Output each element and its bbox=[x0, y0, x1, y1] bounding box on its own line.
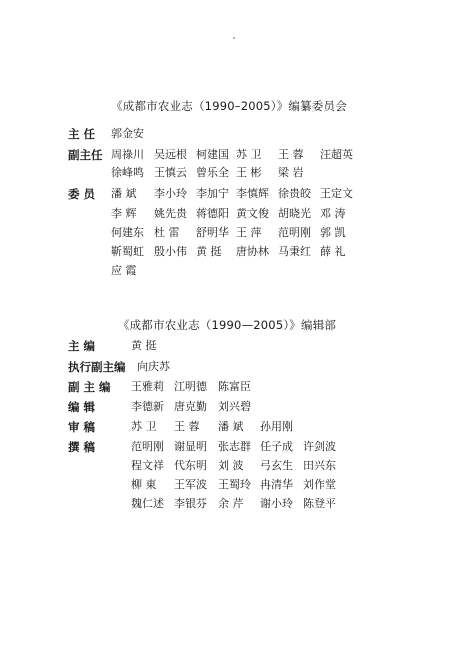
editorial-chief-name: 黄 挺 bbox=[131, 339, 157, 352]
editorial-deputy-label: 副 主 编 bbox=[68, 380, 111, 394]
committee-member-name: 李加宁 bbox=[196, 187, 229, 200]
committee-member-name: 何建东 bbox=[111, 226, 144, 239]
editorial-chief-row bbox=[0, 337, 450, 355]
committee-deputy-name: 王慎云 bbox=[154, 166, 187, 179]
editorial-editors-label: 编 辑 bbox=[68, 400, 96, 414]
committee-deputy-name: 周祿川 bbox=[111, 148, 144, 161]
committee-member-name: 王 萍 bbox=[236, 226, 262, 239]
committee-title: 《成都市农业志（1990–2005）》编纂委员会 bbox=[111, 99, 347, 113]
editorial-executive-row bbox=[0, 358, 450, 376]
editorial-writer-name: 王军波 bbox=[174, 478, 207, 491]
committee-member-name: 马秉红 bbox=[278, 245, 311, 258]
editorial-reviewer-name: 潘 斌 bbox=[218, 420, 244, 433]
editorial-executive-name: 向庆苏 bbox=[137, 360, 170, 373]
committee-member-name: 王定文 bbox=[320, 187, 353, 200]
committee-member-name: 徐贵皎 bbox=[278, 187, 311, 200]
editorial-writer-name: 谢显明 bbox=[174, 440, 207, 453]
editorial-executive-label: 执行副主编 bbox=[68, 360, 126, 374]
editorial-writer-name: 许剑波 bbox=[303, 440, 336, 453]
editorial-writers-row-3 bbox=[0, 476, 450, 494]
editorial-title: 《成都市农业志（1990—2005）》编辑部 bbox=[117, 318, 337, 332]
editorial-editor-name: 唐克勤 bbox=[174, 400, 207, 413]
committee-deputy-name: 汪超英 bbox=[320, 148, 353, 161]
committee-member-name: 范明刚 bbox=[278, 226, 311, 239]
committee-member-name: 李 辉 bbox=[111, 207, 137, 220]
committee-deputy-name: 梁 岩 bbox=[278, 166, 304, 179]
editorial-deputy-name: 陈富臣 bbox=[218, 380, 251, 393]
committee-members-row bbox=[0, 185, 450, 203]
editorial-editor-name: 李德新 bbox=[131, 400, 164, 413]
committee-deputy-name: 王 彬 bbox=[236, 166, 262, 179]
editorial-writers-row-4 bbox=[0, 495, 450, 513]
scan-speck bbox=[233, 37, 235, 39]
editorial-writer-name: 王蜀玲 bbox=[218, 478, 251, 491]
committee-member-name: 李慎辉 bbox=[236, 187, 269, 200]
committee-director-row bbox=[0, 125, 450, 143]
committee-deputy-row bbox=[0, 146, 450, 164]
committee-member-name: 潘 斌 bbox=[111, 187, 137, 200]
committee-member-name: 李小玲 bbox=[154, 187, 187, 200]
committee-deputy-row-2 bbox=[0, 164, 450, 182]
committee-deputy-name: 徐峰鸣 bbox=[111, 166, 144, 179]
committee-member-name: 邓 涛 bbox=[320, 207, 346, 220]
editorial-chief-label: 主 编 bbox=[68, 339, 96, 353]
editorial-writer-name: 田兴东 bbox=[303, 459, 336, 472]
committee-deputy-name: 吴远根 bbox=[154, 148, 187, 161]
committee-members-row-4 bbox=[0, 243, 450, 261]
editorial-reviewer-name: 孙用刚 bbox=[260, 420, 293, 433]
committee-deputy-name: 苏 卫 bbox=[236, 148, 262, 161]
editorial-reviewers-label: 审 稿 bbox=[68, 420, 96, 434]
committee-member-name: 姚先贵 bbox=[154, 207, 187, 220]
editorial-writer-name: 程文祥 bbox=[131, 459, 164, 472]
committee-member-name: 黄文俊 bbox=[236, 207, 269, 220]
editorial-writer-name: 李银芬 bbox=[174, 497, 207, 510]
committee-member-name: 胡晓光 bbox=[278, 207, 311, 220]
editorial-writer-name: 冉清华 bbox=[260, 478, 293, 491]
editorial-writers-row bbox=[0, 438, 450, 456]
committee-deputy-name: 王 蓉 bbox=[278, 148, 304, 161]
committee-deputy-label: 副主任 bbox=[68, 148, 103, 162]
editorial-reviewers-row bbox=[0, 418, 450, 436]
editorial-writer-name: 魏仁述 bbox=[131, 497, 164, 510]
committee-member-name: 靳蜀虹 bbox=[111, 245, 144, 258]
editorial-writer-name: 余 芹 bbox=[218, 497, 244, 510]
editorial-writer-name: 刘作堂 bbox=[303, 478, 336, 491]
committee-member-name: 黄 挺 bbox=[196, 245, 222, 258]
editorial-writer-name: 代东明 bbox=[174, 459, 207, 472]
editorial-writers-row-2 bbox=[0, 457, 450, 475]
editorial-writer-name: 刘 波 bbox=[218, 459, 244, 472]
editorial-writer-name: 陈登平 bbox=[303, 497, 336, 510]
committee-members-label: 委 员 bbox=[68, 187, 96, 201]
committee-member-name: 殷小伟 bbox=[154, 245, 187, 258]
committee-deputy-name: 柯建国 bbox=[196, 148, 229, 161]
committee-director-label: 主 任 bbox=[68, 127, 96, 141]
editorial-reviewer-name: 苏 卫 bbox=[131, 420, 157, 433]
committee-member-name: 蒋德阳 bbox=[196, 207, 229, 220]
editorial-writer-name: 任子成 bbox=[260, 440, 293, 453]
editorial-writer-name: 柳 東 bbox=[131, 478, 157, 491]
committee-members-row-2 bbox=[0, 205, 450, 223]
editorial-writer-name: 范明刚 bbox=[131, 440, 164, 453]
editorial-deputy-name: 江明德 bbox=[174, 380, 207, 393]
committee-deputy-name: 曾乐全 bbox=[196, 166, 229, 179]
editorial-reviewer-name: 王 蓉 bbox=[174, 420, 200, 433]
editorial-writer-name: 张志群 bbox=[218, 440, 251, 453]
committee-member-name: 唐协林 bbox=[236, 245, 269, 258]
committee-member-name: 应 霞 bbox=[111, 264, 137, 277]
committee-director-name: 郭金安 bbox=[111, 127, 144, 140]
editorial-writer-name: 谢小玲 bbox=[260, 497, 293, 510]
editorial-editors-row bbox=[0, 398, 450, 416]
editorial-writer-name: 弓玄生 bbox=[260, 459, 293, 472]
editorial-deputy-row bbox=[0, 378, 450, 396]
editorial-deputy-name: 王雅莉 bbox=[131, 380, 164, 393]
committee-members-row-5 bbox=[0, 262, 450, 280]
committee-members-row-3 bbox=[0, 224, 450, 242]
editorial-writers-label: 撰 稿 bbox=[68, 440, 96, 454]
committee-member-name: 舒明华 bbox=[196, 226, 229, 239]
editorial-editor-name: 刘兴碧 bbox=[218, 400, 251, 413]
committee-member-name: 郭 凯 bbox=[320, 226, 346, 239]
committee-member-name: 薛 礼 bbox=[320, 245, 346, 258]
committee-member-name: 杜 雷 bbox=[154, 226, 180, 239]
